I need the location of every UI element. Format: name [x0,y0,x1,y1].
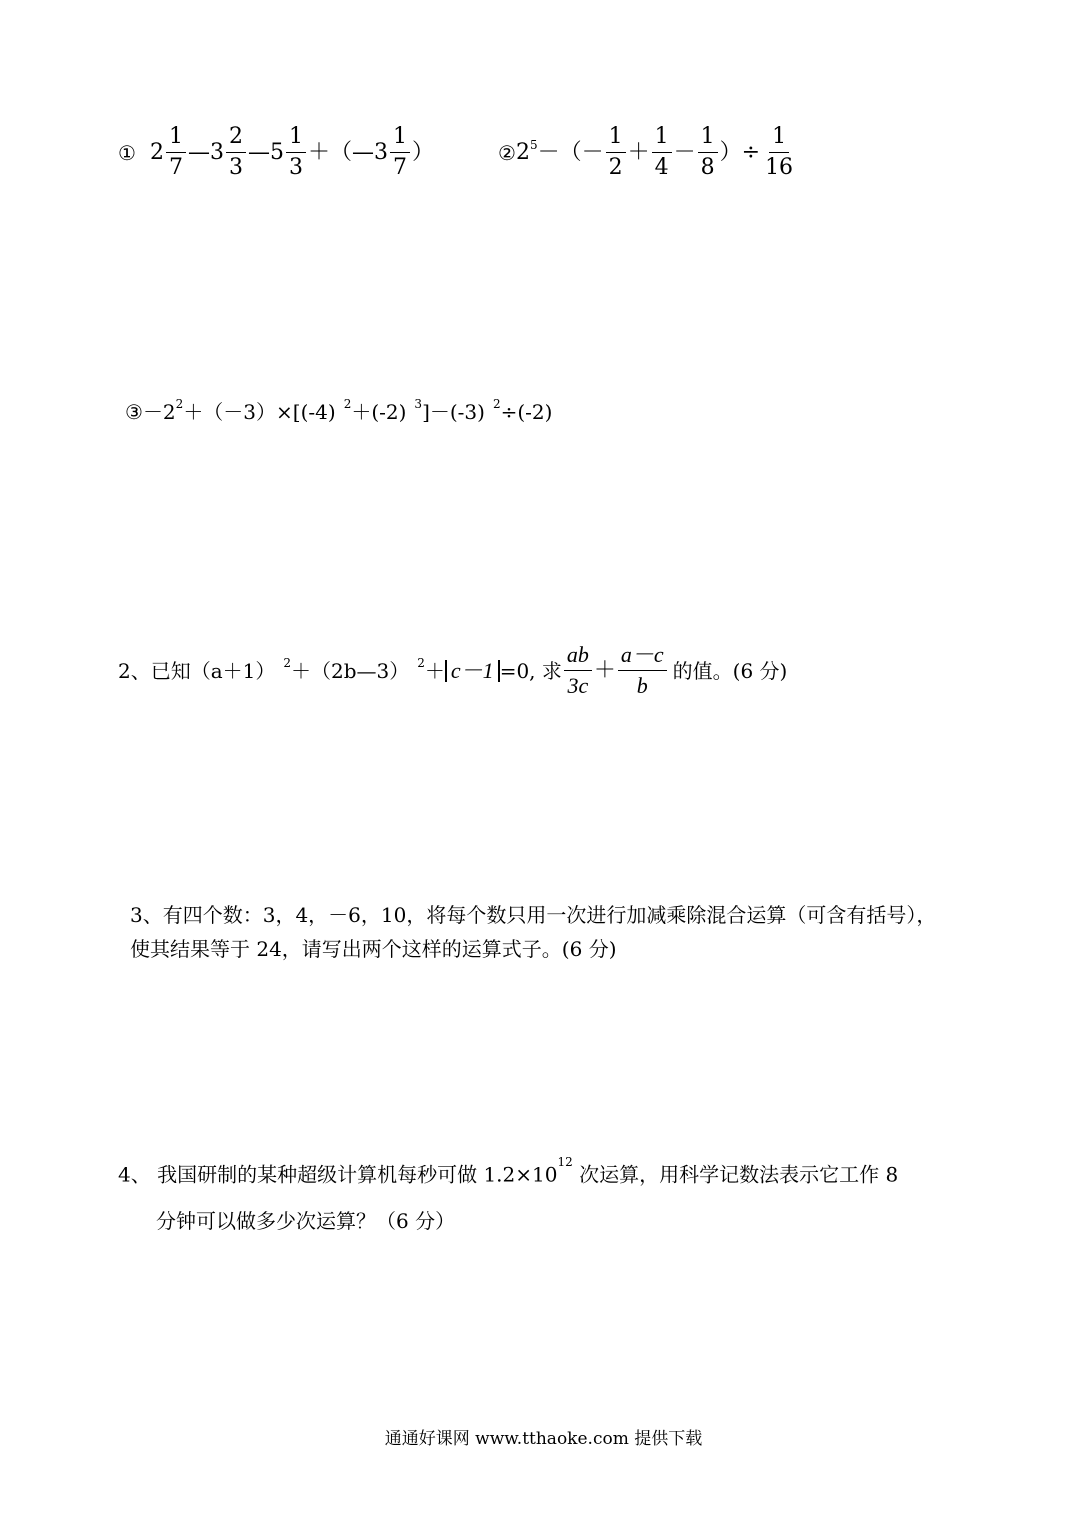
problem-3-label: ③ [125,400,143,424]
fraction: $\frac{1}{16}$ [765,124,794,180]
fraction: $\frac{ab}{3c}$ [564,644,592,697]
fraction: $\frac{1}{2}$ [606,126,626,179]
question-3 [130,898,936,966]
problem-2: ② 2 $^5$ －（－ $\frac{1}{2}$ ＋ $\frac{1}{4}$ － $\frac{1}{8}$ ）÷ $\frac{1}{16}$ [498,126,798,179]
fraction: $\frac{1}{4}$ [652,126,672,179]
problem-2-label: ② [498,140,516,165]
fraction: $\frac{1}{3}$ [286,126,306,179]
question-3-line-2: 使其结果等于 24，请写出两个这样的运算式子。(6 分) [130,937,617,961]
absolute-value: c－1 [445,660,500,682]
question-4 [118,1147,898,1244]
fraction: $\frac{1}{8}$ [698,126,718,179]
fraction: $\frac{1}{7}$ [166,126,186,179]
footer: 通通好课网 www.tthaoke.com 提供下载 [384,1429,703,1449]
question-2: 2、已知（a＋1） $^2$ ＋（2b—3） $^2$ ＋ c－1 =0, 求 $\frac{ab}{3c}$ ＋ $\frac{a-c}{b}$ 的值。(6 分) [118,642,788,698]
question-3-line-1: 3、有四个数：3，4，－6，10，将每个数只用一次进行加减乘除混合运算（可含有括号）， [130,903,937,927]
question-4-line-1: 4、 我国研制的某种超级计算机每秒可做 $1.2\times 10^{12}$ 次运算，用科学记数法表示它工作 8 [118,1155,899,1187]
fraction: $\frac{a-c}{b}$ [618,644,667,697]
fraction: $\frac{1}{7}$ [390,126,410,179]
problem-1: ① 2 $\frac{1}{7}$ —3 $\frac{2}{3}$ —5 $\frac{1}{3}$ ＋（—3 $\frac{1}{7}$ ） [118,124,434,180]
problem-3: ③ －2 $^2$ ＋（－3）×[(-4) $^2$ ＋(-2) $^3$ ]－(-3) $^2$ ÷(-2) [125,397,553,424]
fraction: $\frac{2}{3}$ [226,126,246,179]
question-4-line-2: 分钟可以做多少次运算？（6 分） [156,1208,456,1233]
problem-1-label: ① [118,140,136,165]
